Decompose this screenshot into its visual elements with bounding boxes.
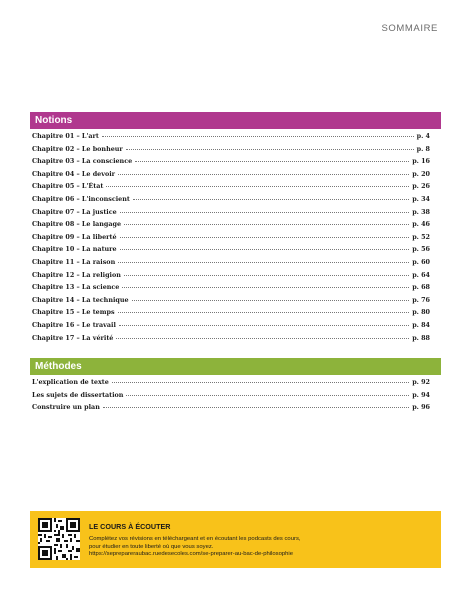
dot-leader <box>120 237 410 238</box>
audio-description-line: pour étudier en toute liberté où que vous soyez. <box>89 543 214 550</box>
audio-podcast-link[interactable]: https://sepreparerаubac.ruedesecoles.com/se-preparer-au-bac-de-philosophie <box>89 551 293 558</box>
audio-description-line: Complétez vos révisions en téléchargeant et en écoutant les podcasts des cours, <box>89 536 301 542</box>
toc-entry-label: Chapitre 03 – La conscience <box>32 157 133 166</box>
toc-entry-page: p. 84 <box>412 320 430 329</box>
dot-leader <box>120 212 410 213</box>
dot-leader <box>118 312 410 313</box>
dot-leader <box>119 325 409 326</box>
toc-entry[interactable] <box>32 378 430 391</box>
toc-entry[interactable] <box>32 391 430 404</box>
toc-entry-page: p. 94 <box>412 390 430 399</box>
toc-entry[interactable] <box>32 321 430 334</box>
methodes-section-header: Méthodes <box>30 358 441 375</box>
dot-leader <box>118 262 409 263</box>
toc-entry-page: p. 68 <box>412 283 430 292</box>
qr-code-icon[interactable] <box>38 518 80 560</box>
toc-entry-page: p. 56 <box>412 245 430 254</box>
toc-entry[interactable] <box>32 145 430 158</box>
toc-entry-page: p. 60 <box>412 257 430 266</box>
dot-leader <box>132 300 410 301</box>
dot-leader <box>124 224 409 225</box>
toc-entry[interactable] <box>32 233 430 246</box>
toc-entry-label: Chapitre 16 – Le travail <box>32 320 116 329</box>
toc-entry[interactable] <box>32 182 430 195</box>
notions-toc-list <box>32 132 430 346</box>
toc-entry[interactable] <box>32 245 430 258</box>
toc-entry-label: Chapitre 07 – La justice <box>32 207 117 216</box>
toc-entry-label: L'explication de texte <box>32 378 109 386</box>
toc-entry-label: Construire un plan <box>32 403 100 412</box>
toc-entry[interactable] <box>32 296 430 309</box>
toc-entry-page: p. 88 <box>412 333 430 342</box>
toc-entry-page: p. 38 <box>412 207 430 216</box>
dot-leader <box>120 249 410 250</box>
toc-entry[interactable] <box>32 334 430 347</box>
toc-entry-label: Chapitre 13 – La science <box>32 283 120 292</box>
toc-entry-label: Chapitre 14 – La technique <box>32 295 129 304</box>
toc-entry-page: p. 8 <box>416 144 430 153</box>
toc-entry-label: Chapitre 11 – La raison <box>32 257 116 266</box>
dot-leader <box>102 136 414 137</box>
toc-entry-label: Chapitre 01 – L'art <box>32 132 99 140</box>
toc-entry-page: p. 76 <box>412 295 430 304</box>
toc-entry[interactable] <box>32 258 430 271</box>
dot-leader <box>103 407 409 408</box>
page-header-label: SOMMAIRE <box>381 23 438 34</box>
toc-entry-page: p. 4 <box>416 132 430 140</box>
toc-entry-page: p. 52 <box>412 232 430 241</box>
toc-entry-page: p. 92 <box>412 378 430 386</box>
dot-leader <box>118 174 409 175</box>
toc-entry-label: Chapitre 12 – La religion <box>32 270 121 279</box>
toc-entry[interactable] <box>32 283 430 296</box>
toc-entry-label: Chapitre 09 – La liberté <box>32 232 117 241</box>
toc-entry[interactable] <box>32 132 430 145</box>
dot-leader <box>126 395 409 396</box>
notions-section-header: Notions <box>30 112 441 129</box>
dot-leader <box>112 382 409 383</box>
toc-entry-label: Chapitre 08 – Le langage <box>32 220 122 229</box>
toc-entry-label: Chapitre 17 – La vérité <box>32 333 114 342</box>
toc-entry-page: p. 26 <box>412 182 430 191</box>
toc-entry[interactable] <box>32 220 430 233</box>
toc-entry-page: p. 16 <box>412 157 430 166</box>
toc-entry[interactable] <box>32 403 430 416</box>
toc-entry-page: p. 20 <box>412 169 430 178</box>
dot-leader <box>116 338 409 339</box>
toc-entry[interactable] <box>32 170 430 183</box>
toc-entry-label: Chapitre 05 – L'État <box>32 182 104 191</box>
toc-entry[interactable] <box>32 208 430 221</box>
toc-entry-label: Chapitre 10 – La nature <box>32 245 117 254</box>
dot-leader <box>126 149 414 150</box>
toc-entry-label: Chapitre 02 – Le bonheur <box>32 144 123 153</box>
toc-entry-label: Chapitre 06 – L'inconscient <box>32 194 130 203</box>
toc-entry-label: Chapitre 04 – Le devoir <box>32 169 116 178</box>
toc-entry[interactable] <box>32 157 430 170</box>
methodes-toc-list <box>32 378 430 416</box>
dot-leader <box>122 287 409 288</box>
toc-entry-page: p. 96 <box>412 403 430 412</box>
dot-leader <box>135 161 409 162</box>
toc-entry[interactable] <box>32 195 430 208</box>
dot-leader <box>124 275 409 276</box>
dot-leader <box>106 186 409 187</box>
toc-entry-label: Les sujets de dissertation <box>32 390 124 399</box>
toc-entry-page: p. 64 <box>412 270 430 279</box>
toc-entry[interactable] <box>32 271 430 284</box>
toc-entry-page: p. 34 <box>412 194 430 203</box>
toc-entry[interactable] <box>32 308 430 321</box>
audio-box-title: LE COURS À ÉCOUTER <box>89 522 171 531</box>
toc-entry-page: p. 80 <box>412 308 430 317</box>
audio-course-box <box>30 511 441 568</box>
dot-leader <box>133 199 409 200</box>
audio-box-description <box>89 536 429 559</box>
toc-entry-label: Chapitre 15 – Le temps <box>32 308 115 317</box>
toc-entry-page: p. 46 <box>412 220 430 229</box>
